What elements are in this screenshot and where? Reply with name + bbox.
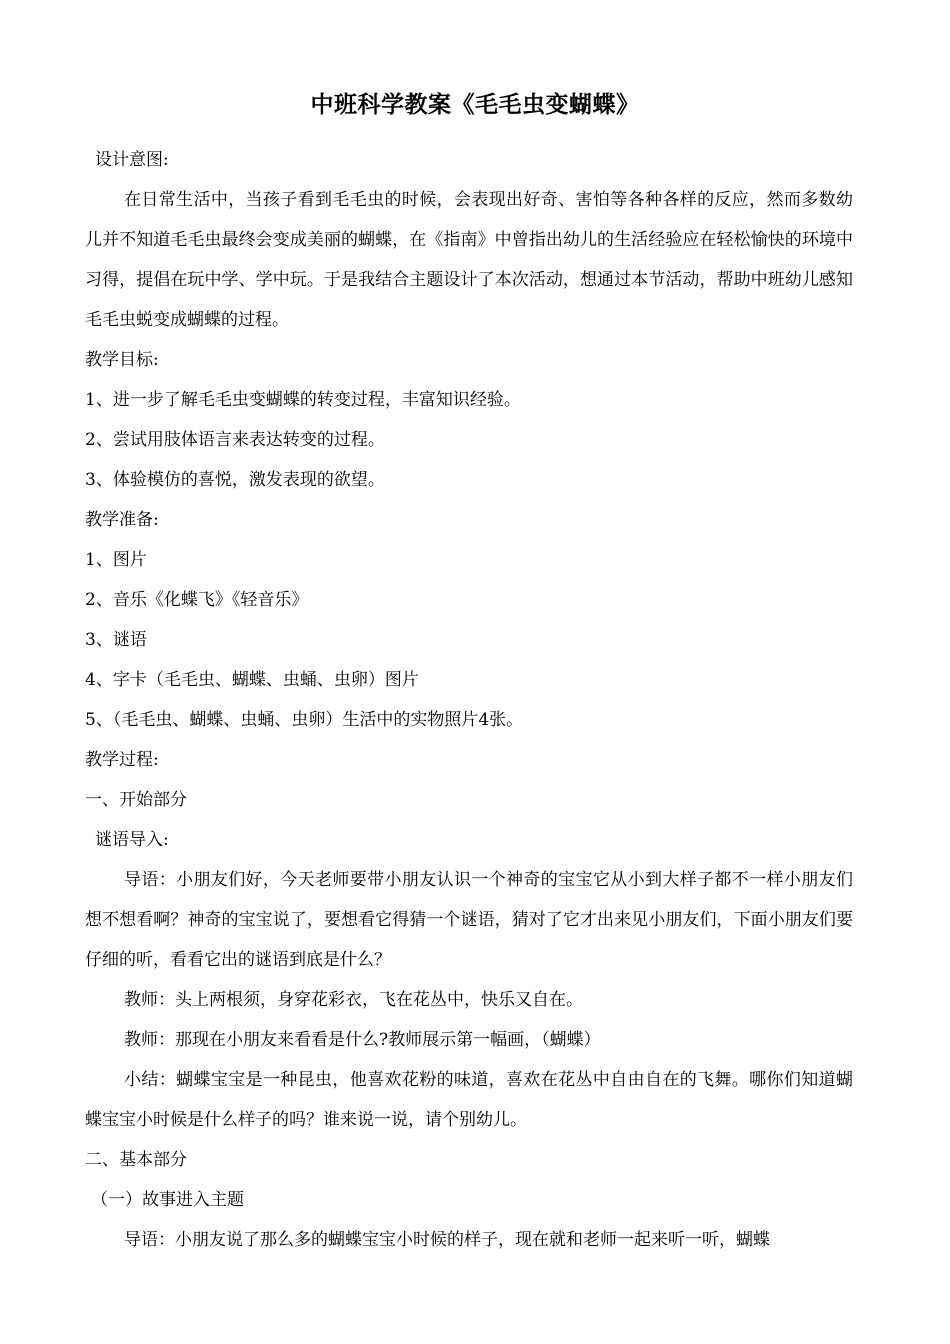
goal-item: 2、尝试用肢体语言来表达转变的过程。	[85, 430, 385, 450]
intro-paragraph: 导语：小朋友们好，今天老师要带小朋友认识一个神奇的宝宝它从小到大样子都不一样小朋友们想不想看啊？神奇的宝宝说了，要想看它得猜一个谜语，猜对了它才出来见小朋友们，下面小朋友们要仔细的听，看看它出的谜语到底是什么？	[85, 870, 853, 970]
document-title: 中班科学教案《毛毛虫变蝴蝶》	[310, 91, 640, 118]
design-paragraph: 在日常生活中，当孩子看到毛毛虫的时候，会表现出好奇、害怕等各种各样的反应，然而多数幼儿并不知道毛毛虫最终会变成美丽的蝴蝶，在《指南》中曾指出幼儿的生活经验应在轻松愉快的环境中习得，提倡在玩中学、学中玩。于是我结合主题设计了本次活动，想通过本节活动，帮助中班幼儿感知毛毛虫蜕变成蝴蝶的过程。	[85, 190, 853, 330]
prep-item: 3、谜语	[85, 630, 147, 650]
prep-item: 4、字卡（毛毛虫、蝴蝶、虫蛹、虫卵）图片	[85, 670, 419, 690]
summary-paragraph: 小结：蝴蝶宝宝是一种昆虫，他喜欢花粉的味道，喜欢在花丛中自由自在的飞舞。哪你们知道蝴蝶宝宝小时候是什么样子的吗？谁来说一说，请个别幼儿。	[85, 1070, 853, 1130]
riddle-heading: 谜语导入:	[95, 830, 169, 850]
part1-heading: 一、开始部分	[85, 790, 187, 810]
prep-item: 2、音乐《化蝶飞》《轻音乐》	[85, 590, 309, 610]
goal-item: 1、进一步了解毛毛虫变蝴蝶的转变过程，丰富知识经验。	[85, 390, 521, 410]
prep-item: 5、（毛毛虫、蝴蝶、虫蛹、虫卵）生活中的实物照片4张。	[85, 710, 524, 730]
part2-heading: 二、基本部分	[85, 1150, 187, 1170]
prep-item: 1、图片	[85, 550, 147, 570]
story-heading: （一）故事进入主题	[91, 1190, 244, 1210]
design-heading: 设计意图:	[95, 150, 169, 170]
prep-heading: 教学准备:	[85, 510, 159, 530]
story-paragraph: 导语：小朋友说了那么多的蝴蝶宝宝小时候的样子，现在就和老师一起来听一听，蝴蝶	[124, 1230, 770, 1250]
process-heading: 教学过程:	[85, 750, 159, 770]
teacher-line-1: 教师：头上两根须，身穿花彩衣，飞在花丛中，快乐又自在。	[124, 990, 583, 1010]
teacher-line-2: 教师：那现在小朋友来看看是什么?教师展示第一幅画，（蝴蝶）	[124, 1030, 601, 1050]
document-body	[85, 140, 853, 1260]
goal-item: 3、体验模仿的喜悦，激发表现的欲望。	[85, 470, 385, 490]
goals-heading: 教学目标:	[85, 350, 159, 370]
